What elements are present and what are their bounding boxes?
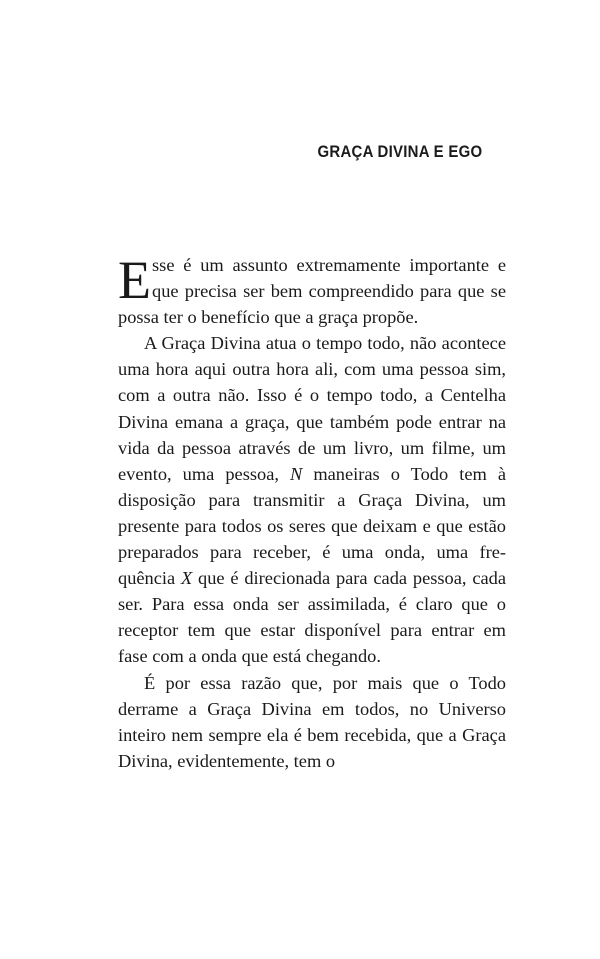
chapter-title: GRAÇA DIVINA E EGO [317,142,482,161]
paragraph-3-text: É por essa razão que, por mais que o Todo derrame a Graça Divina em todos, no Universo inteiro nem sempre ela é bem recebida, que a Graça Divina, evidentemente, tem o [118,672,506,771]
paragraph-2-text-c: que é direcionada para cada pessoa, cada ser. Para essa onda ser assimilada, é claro que o receptor tem que estar disponível para entrar em fase com a onda que está chegando. [118,568,506,667]
paragraph-3 [118,670,506,774]
paragraph-2 [118,330,506,669]
drop-cap: E [118,250,151,310]
paragraph-1 [118,252,506,330]
italic-n: N [290,463,303,484]
italic-x: X [181,568,193,589]
body-text [118,252,506,774]
paragraph-1-text: sse é um assunto extremamente importante e que precisa ser bem compreendido para que se possa ter o benefício que a graça propõe. [118,255,506,328]
paragraph-2-text-a: A Graça Divina atua o tempo todo, não acontece uma hora aqui outra hora ali, com uma pessoa sim, com a outra não. Isso é o tempo todo, a Centelha Divina emana a graça, que também pode entrar na vida da pessoa através de um livro, um filme, um evento, uma pessoa, [118,333,506,484]
paragraph-2-text-b: maneiras o Todo tem à disposição para transmitir a Graça Divina, um presente para todos os seres que deixam e que estão preparados para receber, é uma onda, uma frequência [118,463,506,589]
